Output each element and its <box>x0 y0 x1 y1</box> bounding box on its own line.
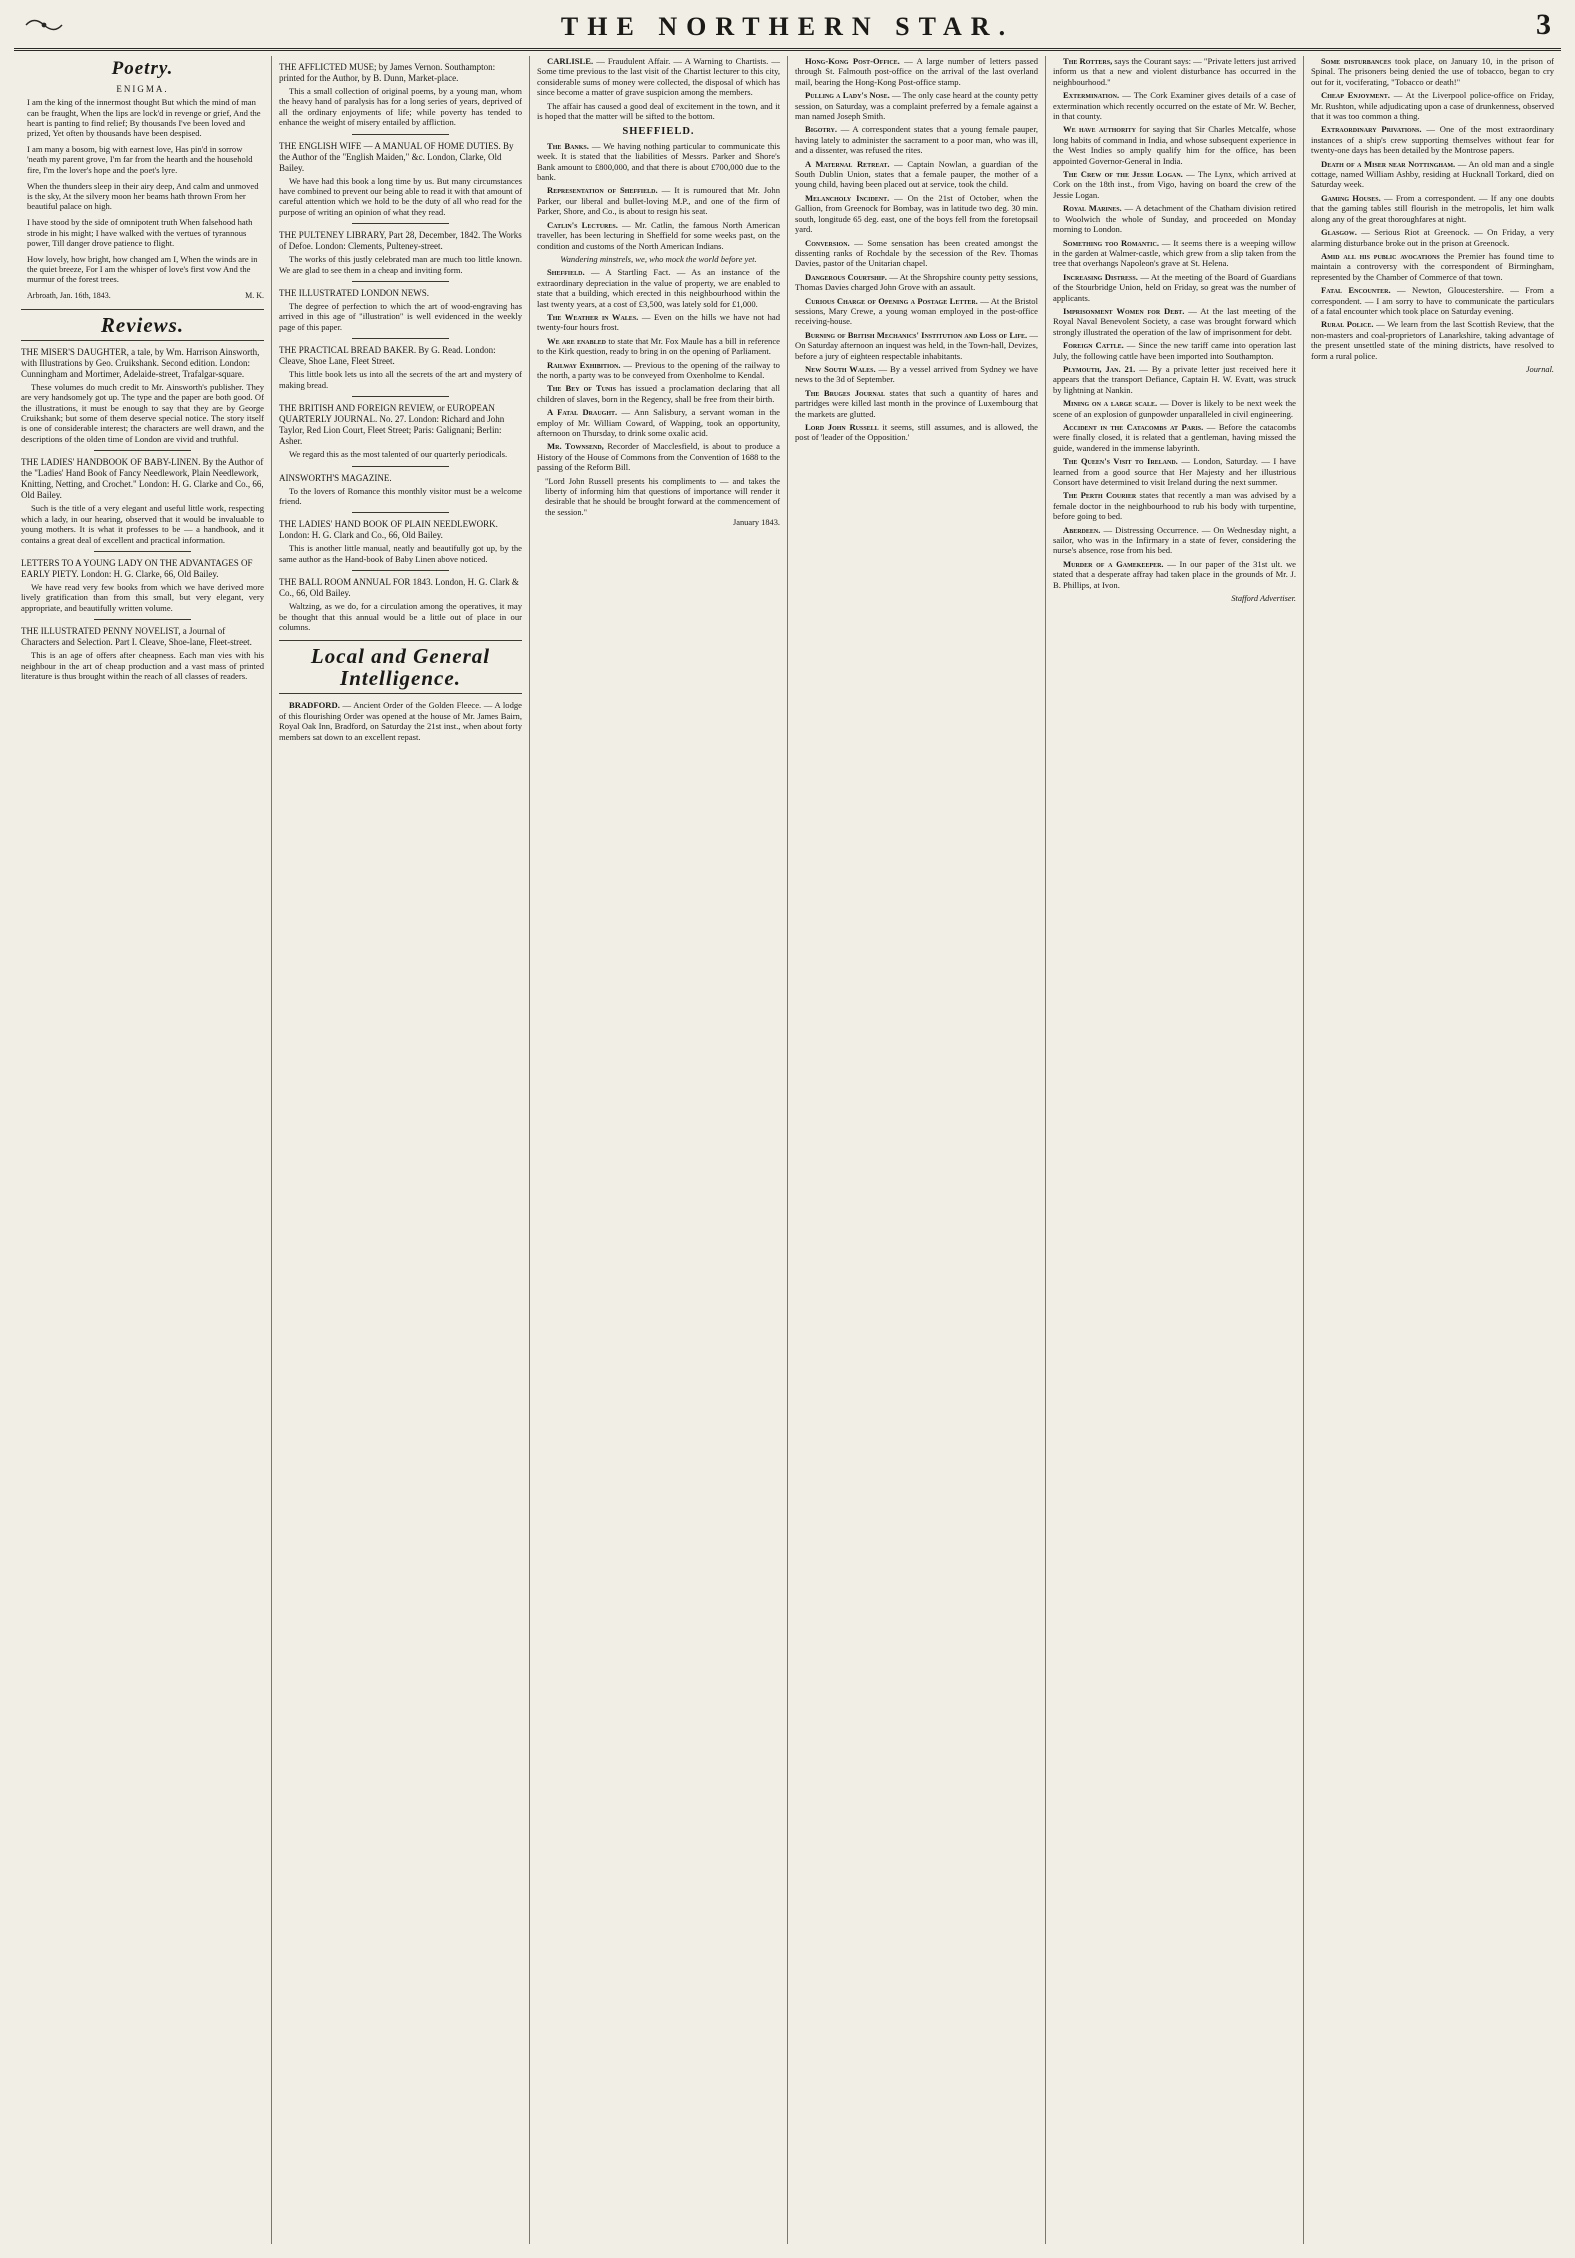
review-title: THE LADIES' HAND BOOK OF PLAIN NEEDLEWORK. London: H. G. Clark and Co., 66, Old Bailey. <box>279 519 498 541</box>
news-item <box>537 141 780 183</box>
divider <box>94 450 191 451</box>
news-item-lead: Murder of a Gamekeeper. <box>1063 558 1164 569</box>
review-title: THE ILLUSTRATED LONDON NEWS. <box>279 288 429 299</box>
news-item <box>1053 306 1296 337</box>
news-item-text: — A large number of letters passed through St. Falmouth post-office on the arrival of the last overland mail, bearing the Hong-Kong Post-office stamp. <box>795 56 1038 87</box>
column-4 <box>788 56 1046 2244</box>
review-item <box>21 626 264 681</box>
local-item-lead: BRADFORD. <box>289 700 340 711</box>
news-item-lead: Lord John Russell <box>805 422 879 432</box>
news-item <box>537 441 780 472</box>
review-text: This is an age of offers after cheapness. Each man vies with his neighbour in the art of cheap production and a vast mass of printed literature is thus brought within the reach of all classes of readers. <box>21 650 264 681</box>
review-text: Waltzing, as we do, for a circulation among the operatives, it may be thought that this annual would be a little out of place in our columns. <box>279 601 522 632</box>
news-item <box>1311 159 1554 190</box>
poem-signature-initials: M. K. <box>245 290 264 300</box>
news-item-text: — We having nothing particular to communicate this week. It is stated that the liabilities of Messrs. Parker and Shore's Bank amount to £800,000, and that there is about £700,000 due to the bank. <box>537 140 780 183</box>
news-item-text: — The only case heard at the county petty session, on Saturday, was a complaint preferred by a female against a man named Joseph Smith. <box>795 90 1038 122</box>
news-item-lead: We are enabled <box>547 335 606 346</box>
news-item-lead: Accident in the Catacombs at Paris. <box>1063 422 1204 432</box>
news-item-lead: Aberdeen. <box>1063 524 1101 535</box>
news-item <box>1053 90 1296 121</box>
review-text: This little book lets us into all the secrets of the art and mystery of making bread. <box>279 369 522 390</box>
news-item-lead: Fatal Encounter. <box>1321 285 1391 296</box>
column-1 <box>14 56 272 2244</box>
news-item-text: — Fraudulent Affair. — A Warning to Chartists. — Some time previous to the last visit of the Chartist lecturer to this city, considerable sums of money were collected, the disposal of which has since become a matter of grave suspicion among the members. <box>537 56 780 98</box>
news-item-lead: Mr. Townsend, <box>547 441 604 452</box>
news-item-text: — It is rumoured that Mr. John Parker, our liberal and bullet-loving M.P., and one of the firm of Parker, Shore, and Co., is about to resign his seat. <box>537 185 780 217</box>
news-item <box>1053 124 1296 166</box>
news-item <box>1053 340 1296 361</box>
review-title: THE ENGLISH WIFE — A MANUAL OF HOME DUTIES. By the Author of the "English Maiden," &c. London, Clarke, Old Bailey. <box>279 140 514 173</box>
news-item <box>1053 490 1296 521</box>
review-text: To the lovers of Romance this monthly visitor must be a welcome friend. <box>279 485 522 506</box>
local-item-text: — Ancient Order of the Golden Fleece. — A lodge of this flourishing Order was opened at the house of Mr. James Bairn, Royal Oak Inn, Bradford, on Saturday the 21st inst., when about forty members sat down to an excellent repast. <box>279 700 522 742</box>
divider <box>352 466 449 467</box>
news-item <box>795 296 1038 327</box>
news-item-text: for saying that Sir Charles Metcalfe, whose long habits of command in India, and whose subsequent experience in the West Indies so amply qualify him for the office, has been appointed Governor-General in India. <box>1053 124 1296 166</box>
news-item-lead: Cheap Enjoyment. <box>1321 90 1390 101</box>
news-item-text: — The Cork Examiner gives details of a case of extermination which recently occurred on the estate of Mr. W. Becher, in that county. <box>1053 90 1296 122</box>
poem-stanza: I have stood by the side of omnipotent truth When falsehood hath strode in his might; I have walked with the vertues of tyrannous power, Till danger drove patience to flight. <box>27 217 253 248</box>
column-5 <box>1046 56 1304 2244</box>
news-item <box>1311 124 1554 155</box>
source-signature <box>1061 594 1296 604</box>
news-item-lead: Something too Romantic. <box>1063 237 1159 248</box>
news-item-lead: The Perth Courier <box>1063 490 1137 501</box>
news-item-text: says the Courant says: — "Private letters just arrived inform us that a new and violent disturbance has occurred in the neighbourhood." <box>1053 56 1296 87</box>
review-item <box>279 345 522 390</box>
news-item <box>1053 169 1296 200</box>
review-text: We have read very few books from which we have derived more lively gratification than from this small, but very elegant, very appropriate, and beautifully written volume. <box>21 581 264 613</box>
column-3 <box>530 56 788 2244</box>
news-item-lead: The Bruges Journal <box>805 387 885 398</box>
news-item-lead: The Weather in Wales. <box>547 311 639 322</box>
source-signature-text: Stafford Advertiser. <box>1231 594 1296 604</box>
news-item <box>1311 227 1554 248</box>
news-item-lead: Pulling a Lady's Nose. <box>805 90 890 101</box>
section-heading-poetry: Poetry. <box>111 58 174 79</box>
news-item-text: — By a private letter just received here it appears that the transport Defiance, Captain H. W. Evatt, was struck by lightning at Nankin. <box>1053 363 1296 395</box>
section-heading-local-intelligence: Local and General Intelligence. <box>279 640 522 694</box>
news-item <box>1053 364 1296 395</box>
column-6 <box>1304 56 1561 2244</box>
news-item-text: — Even on the hills we have not had twenty-four hours frost. <box>537 311 781 333</box>
news-item-text: — A correspondent states that a young female pauper, having lately to administer the sacrament to a poor man, who was ill, and a dissenter, was refused the rites. <box>795 124 1038 156</box>
review-item <box>21 347 264 444</box>
letter-quote <box>545 477 780 529</box>
news-item-lead: The Crew of the Jessie Logan. <box>1063 169 1183 180</box>
news-item-lead: Extermination. <box>1063 90 1120 101</box>
news-item-text: — Newton, Gloucestershire. — From a correspondent. — I am sorry to have to communicate the particulars of a fatal encounter which took place on Saturday evening. <box>1311 285 1554 316</box>
news-item-text: — On Saturday afternoon an inquest was held, in the Town-hall, Devizes, before a jury of eighteen respectable inhabitants. <box>795 329 1038 361</box>
news-item <box>795 124 1038 155</box>
source-signature-text: Journal. <box>1525 364 1554 374</box>
review-text: These volumes do much credit to Mr. Ainsworth's publisher. They are very handsomely got up. The type and the paper are both good. Of the illustrations, it must be enough to say that they are by George Cruikshank; but some of them deserve special notice. The story itself is one of considerable interest; the characters are well drawn, and the descriptions of the olden time of London are vivid and truthful. <box>21 381 264 444</box>
review-title: AINSWORTH'S MAGAZINE. <box>279 472 392 483</box>
news-item: The affair has caused a good deal of excitement in the town, and it is hoped that the matter will be sifted to the bottom. <box>537 100 780 122</box>
news-item-text: — At the Liverpool police-office on Friday, Mr. Rushton, while adjudicating upon a case of drunkenness, observed that it was too common a thing. <box>1311 90 1554 122</box>
news-item <box>1053 398 1296 419</box>
news-item <box>795 364 1038 385</box>
news-item <box>1311 90 1554 121</box>
news-item-lead: Some disturbances <box>1321 56 1392 66</box>
news-item-lead: The Banks. <box>547 140 589 151</box>
review-text: The works of this justly celebrated man are much too little known. We are glad to see them in a cheap and inviting form. <box>279 254 522 275</box>
review-title: THE BALL ROOM ANNUAL FOR 1843. London, H. G. Clark & Co., 66, Old Bailey. <box>279 577 519 599</box>
news-item-lead: Extraordinary Privations. <box>1321 124 1422 135</box>
news-item-lead: The Bey of Tunis <box>547 383 616 394</box>
poem-signature-place: Arbroath, Jan. 16th, 1843. <box>27 290 111 300</box>
columns-container <box>14 56 1561 2244</box>
page-number: 3 <box>1536 8 1551 41</box>
news-item-text: — Serious Riot at Greenock. — On Friday, a very alarming disturbance broke out in the prison at Greenock. <box>1311 227 1554 248</box>
news-item <box>537 312 780 333</box>
news-item <box>1053 559 1296 590</box>
divider <box>352 281 449 282</box>
news-item <box>537 220 780 251</box>
news-item-text: — Captain Nowlan, a guardian of the South Dublin Union, states that a female pauper, the mother of a young child, having been placed out at service, took the child. <box>795 158 1038 190</box>
news-item-text: — London, Saturday. — I have learned from a good source that Her Majesty and her illustrious Consort have determined to visit Ireland during the next summer. <box>1053 456 1296 488</box>
news-item <box>1053 525 1296 556</box>
poem-body <box>21 97 264 300</box>
divider <box>352 134 449 135</box>
news-item-text: — At the Shropshire county petty sessions, Thomas Davies charged John Grove with an assault. <box>795 271 1039 293</box>
review-title: LETTERS TO A YOUNG LADY ON THE ADVANTAGES OF EARLY PIETY. London: H. G. Clarke, 66, Old Bailey. <box>21 557 253 579</box>
divider <box>352 570 449 571</box>
news-item-lead: Amid all his public avocations <box>1321 250 1440 261</box>
news-item-lead: Catlin's Lectures. <box>547 219 618 230</box>
news-item-text: — Before the catacombs were finally closed, it is related that a gentleman, having missed the guide, wandered in the immense labyrinth. <box>1053 422 1296 453</box>
news-item-lead: The Rotters, <box>1063 56 1113 66</box>
review-item <box>279 230 522 275</box>
review-title: THE LADIES' HANDBOOK OF BABY-LINEN. By the Author of the "Ladies' Hand Book of Fancy Needlework, Plain Needlework, Knitting, Netting, and Crochet." London: H. G. Clarke and Co., 66, Old Bailey. <box>21 457 264 501</box>
masthead <box>14 8 1561 51</box>
news-item-text: — One of the most extraordinary instances of a ship's crew supporting themselves without fear for twenty-one days has been detailed by the Montrose papers. <box>1311 124 1555 156</box>
review-title: THE MISER'S DAUGHTER, a tale, by Wm. Harrison Ainsworth, with Illustrations by Geo. Cruikshank. Second edition. London: Cunningham and Mortimer, Adelaide-street, Trafalgar-square. <box>21 346 260 379</box>
review-item <box>279 403 522 459</box>
news-item-lead: New South Wales. <box>805 363 876 374</box>
review-title: THE PRACTICAL BREAD BAKER. By G. Read. London: Cleave, Shoe Lane, Fleet Street. <box>279 345 496 367</box>
news-item <box>1311 193 1554 224</box>
news-item-lead: Increasing Distress. <box>1063 271 1138 282</box>
review-text: Such is the title of a very elegant and useful little work, respecting which a lady, in our hearing, observed that it would be invaluable to young mothers. It is what it professes to be — a handbook, and it contains a great deal of excellent and practical information. <box>21 503 264 545</box>
news-item-lead: A Maternal Retreat. <box>805 158 890 169</box>
review-title: THE AFFLICTED MUSE; by James Vernon. Southampton: printed for the Author, by B. Dunn, Market-place. <box>279 62 496 83</box>
news-item <box>1053 203 1296 234</box>
news-item <box>795 238 1038 269</box>
review-item <box>21 457 264 545</box>
poem-stanza: I am the king of the innermost thought But which the mind of man can be fraught, When the lips are lock'd in revenge or grief, And the heart is panting to find relief; By thousands I've been loved and prized, Yet often by thousands have been despised. <box>27 97 261 139</box>
news-item <box>537 360 780 381</box>
news-item-text: — A Startling Fact. — As an instance of the extraordinary depreciation in the value of property, we are enabled to state that a building, which erected in this neighbourhood within the last twenty years, at a cost of £3,500, was lately sold for £1,000. <box>537 267 780 309</box>
news-item <box>795 56 1038 87</box>
divider <box>352 396 449 397</box>
news-item-text: — On the 21st of October, when the Gallion, from Greenock for Bombay, was in latitude two deg. 30 min. south, longitude 65 deg. east, one of the boys fell from the foretopsail yard. <box>795 192 1039 235</box>
newspaper-title: THE NORTHERN STAR. <box>560 12 1015 41</box>
news-item-lead: Imprisonment Women for Debt. <box>1063 305 1185 316</box>
poem-stanza: When the thunders sleep in their airy deep, And calm and unmoved is the sky, At the silvery moon her beams hath thrown From her beautiful palace on high. <box>27 180 259 212</box>
news-item <box>1311 251 1554 282</box>
news-item-lead: Burning of British Mechanics' Institution and Loss of Life. <box>805 329 1028 340</box>
news-item-text: — In our paper of the 31st ult. we stated that a desperate affray had taken place in the grounds of Mr. J. B. Phillips, at Ivon. <box>1053 558 1296 590</box>
quoted-verse: Wandering minstrels, we, who mock the world before yet. <box>560 253 757 264</box>
news-item-lead: Curious Charge of Opening a Postage Letter. <box>805 295 978 306</box>
news-item <box>795 90 1038 121</box>
news-item-lead: A Fatal Draught. <box>547 407 618 418</box>
news-item-lead: Hong-Kong Post-Office. <box>805 56 900 66</box>
review-text: This is another little manual, neatly and beautifully got up, by the same author as the Hand-book of Baby Linen above noticed. <box>279 543 522 564</box>
news-item-text: — It seems there is a weeping willow in the garden at Walmer-castle, which grew from a slip taken from the tree that overhangs Napoleon's grave at St. Helena. <box>1053 237 1296 269</box>
news-item-text: — From a correspondent. — If any one doubts that the gaming tables still flourish in the metropolis, let him walk along any of the great thoroughfares at night. <box>1311 192 1554 224</box>
divider <box>352 223 449 224</box>
news-item-text: — Dover is likely to be next week the scene of an explosion of gunpowder unparalleled in civil engineering. <box>1053 398 1296 419</box>
review-text: The degree of perfection to which the art of wood-engraving has arrived in this age of "illustration" is well evidenced in the weekly page of this paper. <box>279 301 522 332</box>
letter-date: January 1843. <box>733 518 780 528</box>
news-item-lead: Death of a Miser near Nottingham. <box>1321 158 1456 169</box>
news-item-lead: Plymouth, Jan. 21. <box>1063 363 1136 374</box>
news-item-text: — Distressing Occurrence. — On Wednesday night, a sailor, who was in the Infirmary in a state of fever, considering the nurse's absence, rose from his bed. <box>1053 524 1297 556</box>
review-title: THE BRITISH AND FOREIGN REVIEW, or EUROPEAN QUARTERLY JOURNAL. No. 27. London: Richard and John Taylor, Red Lion Court, Fleet Street; Paris: Galignani; Berlin: Asher. <box>279 403 505 447</box>
news-item <box>1053 422 1296 453</box>
news-item <box>795 272 1038 293</box>
letter-intro: "Lord John Russell presents his compliments to — and takes the liberty of informing him that questions of importance will render it desirable that he should be brought forward at the commencement of the session." <box>545 476 780 517</box>
news-item <box>537 56 780 98</box>
review-item <box>21 558 264 613</box>
news-item-text: — Ann Salisbury, a servant woman in the employ of Mr. William Coward, of Wapping, took an opportunity, afternoon on Thursday, to drink some oxalic acid. <box>537 407 780 438</box>
divider <box>94 619 191 620</box>
news-item-text: — Some sensation has been created amongst the dissenting ranks of Rochdale by the secession of the Rev. Thomas Davies, pastor of the Unitarian chapel. <box>795 237 1038 269</box>
poem-stanza: I am many a bosom, big with earnest love, Has pin'd in sorrow 'neath my parent grove, I'm far from the hearth and the household fire, I'm the lover's hope and the poet's lyre. <box>27 144 253 175</box>
news-item-lead: Mining on a large scale. <box>1063 398 1158 409</box>
news-item <box>1053 272 1296 303</box>
news-item <box>1053 456 1296 487</box>
news-item-lead: Representation of Sheffield. <box>547 185 658 196</box>
news-item-text: — Mr. Catlin, the famous North American traveller, has been lecturing in Sheffield for some weeks past, on the condition and customs of the North American Indians. <box>537 219 780 251</box>
news-item-lead: Glasgow. <box>1321 227 1357 238</box>
news-item-text: states that recently a man was advised by a female doctor in the neighbourhood to rub his body with turpentine, before going to bed. <box>1053 490 1296 522</box>
news-item <box>795 159 1038 190</box>
poem-stanza: How lovely, how bright, how changed am I, When the winds are in the quiet breeze, For I am the whisper of love's first vow And the murmur of the forest trees. <box>27 254 258 285</box>
review-title: THE ILLUSTRATED PENNY NOVELIST, a Journal of Characters and Selection. Part I. Cleave, Shoe-lane, Fleet-street. <box>21 626 252 648</box>
divider <box>352 338 449 339</box>
review-item <box>279 577 522 632</box>
news-item-text: took place, on January 10, in the prison of Spinal. The prisoners being denied the use of tobacco, began to cry out for it, vociferating, "Tobacco or death!" <box>1311 56 1554 87</box>
news-item <box>1311 56 1554 87</box>
news-item <box>537 336 780 357</box>
source-signature <box>1319 365 1554 375</box>
poem-title: ENIGMA. <box>116 84 169 94</box>
news-item <box>537 185 780 216</box>
news-item-lead: Railway Exhibition. <box>547 359 621 370</box>
news-item-lead: Royal Marines. <box>1063 203 1122 214</box>
news-item <box>537 267 780 309</box>
news-item-text: — At the Bristol sessions, Mary Crewe, a young woman employed in the post-office receiving-house. <box>795 295 1038 327</box>
divider <box>94 551 191 552</box>
review-item <box>279 141 522 218</box>
news-item-lead: The Queen's Visit to Ireland. <box>1063 456 1178 467</box>
news-item-lead: We have authority <box>1063 124 1136 135</box>
news-item <box>1053 238 1296 269</box>
news-item-text: — At the meeting of the Board of Guardians of the Stourbridge Union, held on Friday, so great was the number of applicants. <box>1053 271 1296 303</box>
review-item <box>279 62 522 128</box>
news-item-lead: Bigotry. <box>805 124 838 135</box>
review-text: We regard this as the most talented of our quarterly periodicals. <box>289 449 508 460</box>
review-text: We have had this book a long time by us. But many circumstances have combined to prevent our being able to read it with that amount of careful attention which we hold to be the duty of all who read for the purpose of writing an opinion of what they read. <box>279 175 522 217</box>
news-item-lead: Sheffield. <box>547 267 585 278</box>
news-item-lead: Dangerous Courtship. <box>805 271 887 282</box>
section-heading-reviews: Reviews. <box>21 309 264 341</box>
review-text: This a small collection of original poems, by a young man, whom the heavy hand of paralysis has for a long series of years, deprived of all the ordinary enjoyments of life; while poverty has tended to enhance the weight of misery entailed by affliction. <box>279 86 522 128</box>
news-item-lead: Foreign Cattle. <box>1063 340 1124 351</box>
review-item <box>279 288 522 332</box>
review-item <box>279 473 522 507</box>
news-item-lead: Rural Police. <box>1321 319 1374 330</box>
news-item <box>795 193 1038 235</box>
review-item <box>279 519 522 564</box>
news-item-text: it seems, still assumes, and is allowed, the post of 'leader of the Opposition.' <box>795 422 1038 443</box>
news-item-text: — We learn from the last Scottish Review, that the non-masters and coal-proprietors of Lanarkshire, taking advantage of the present unsettled state of the mining districts, have resolved to form a rural police. <box>1311 319 1555 361</box>
news-item <box>1053 56 1296 87</box>
news-item-text: — A detachment of the Chatham division retired to Woolwich the whole of Sunday, and proceeded on Monday morning to London. <box>1053 203 1296 235</box>
news-item <box>795 422 1038 443</box>
news-item-lead: Conversion. <box>805 237 850 248</box>
review-title: THE PULTENEY LIBRARY, Part 28, December, 1842. The Works of Defoe. London: Clements, Pulteney-street. <box>279 230 522 252</box>
news-item <box>1311 319 1554 361</box>
news-item-text: — Since the new tariff came into operation last July, the following cattle have been imported into Southampton. <box>1053 340 1296 361</box>
news-item-text: to state that Mr. Fox Maule has a bill in reference to the Kirk question, ready to bring in on the opening of Parliament. <box>537 335 780 357</box>
column-2 <box>272 56 530 2244</box>
news-item-text: — Previous to the opening of the railway to the north, a party was to be conveyed from Oxenholme to Kendal. <box>537 359 780 380</box>
news-item <box>537 407 780 438</box>
news-item-lead: Gaming Houses. <box>1321 192 1381 203</box>
news-item <box>1311 285 1554 316</box>
news-item-text: the Premier has found time to maintain a controversy with the correspondent of Birmingham, represented by the Chamber of Commerce of that town. <box>1311 250 1554 282</box>
news-item-text: — By a vessel arrived from Sydney we have news to the 3d of September. <box>795 363 1038 385</box>
news-item-text: states that such a quantity of hares and partridges were killed last month in the province of Luxembourg that the markets are glutted. <box>795 387 1038 419</box>
local-item <box>279 700 522 742</box>
news-item-lead: Melancholy Incident. <box>805 192 890 203</box>
news-item-text: — At the last meeting of the Royal Naval Benevolent Society, a case was brought forward which strongly illustrated the operation of the law of imprisonment for debt. <box>1053 305 1296 337</box>
divider <box>352 512 449 513</box>
news-item <box>795 330 1038 361</box>
news-item <box>537 383 780 404</box>
news-item-text: has issued a proclamation declaring that all children of slaves, born in the Regency, shall be free from their birth. <box>537 383 780 404</box>
poem-signature <box>27 291 264 301</box>
news-item-text: — An old man and a single cottage, named William Ashby, residing at Hucknall Torkard, died on Saturday week. <box>1311 158 1554 190</box>
news-item-text: — The Lynx, which arrived at Cork on the 18th inst., from Vigo, having on board the crew of the Jessie Logan. <box>1053 169 1296 200</box>
news-item-text: Recorder of Macclesfield, is about to produce a History of the House of Commons from the Convention of 1688 to the passing of the Reform Bill. <box>537 441 780 473</box>
section-heading-sheffield: SHEFFIELD. <box>622 126 695 138</box>
news-item <box>795 388 1038 419</box>
news-item-lead: CARLISLE. <box>547 56 594 66</box>
